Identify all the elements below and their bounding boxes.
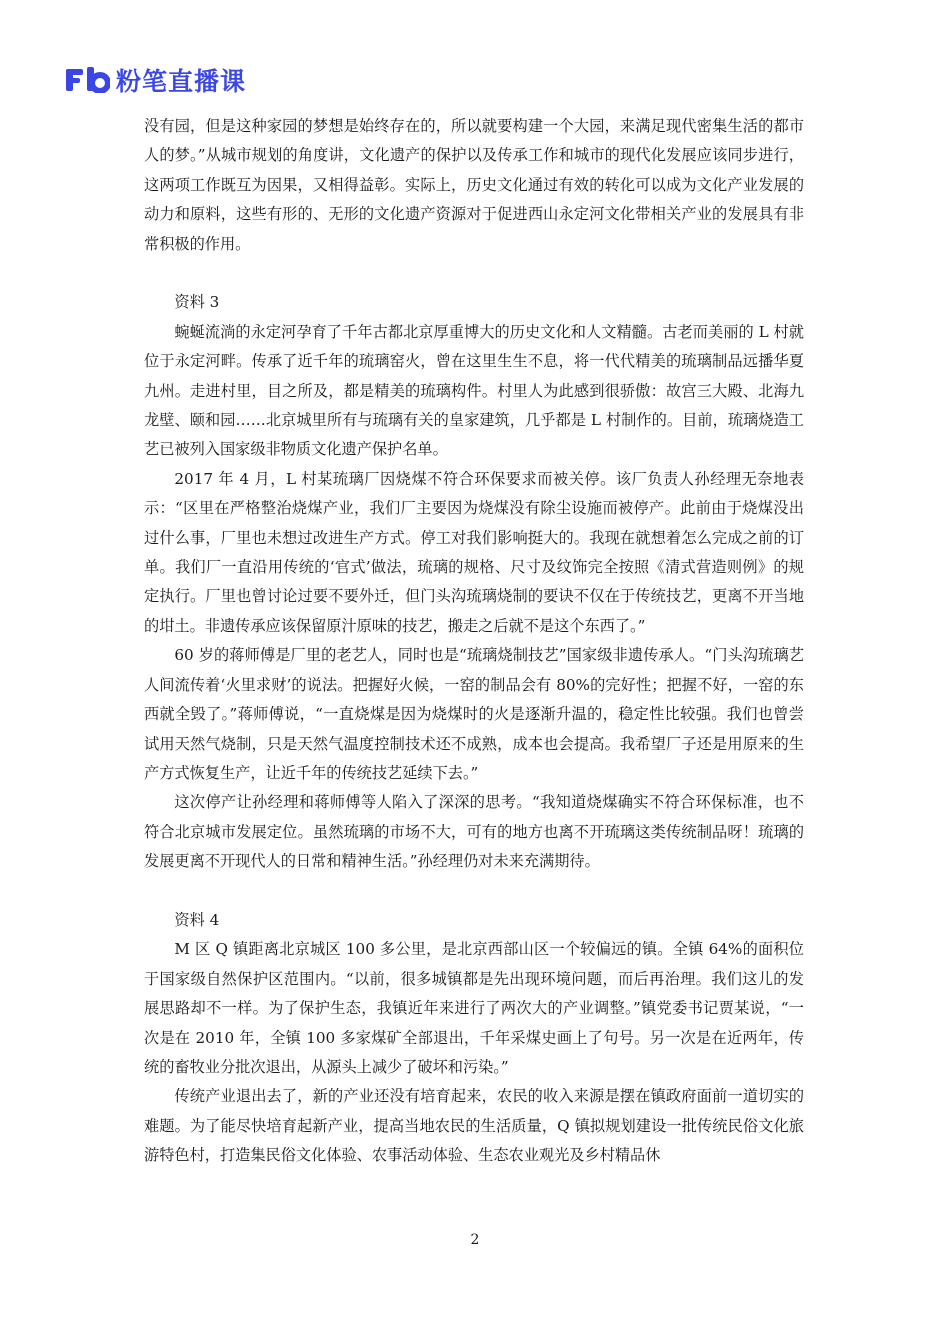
paragraph: M 区 Q 镇距离北京城区 100 多公里，是北京西部山区一个较偏远的镇。全镇 64%的面积位于国家级自然保护区范围内。“以前，很多城镇都是先出现环境问题，而后再治理。我们这儿的发展思路却不一样。为了保护生态，我镇近年来进行了两次大的产业调整。”镇党委书记贾某说，“一次是在 2010 年，全镇 100 多家煤矿全部退出，千年采煤史画上了句号。另一次是在近两年，传统的畜牧业分批次退出，从源头上减少了破坏和污染。”	[144, 940, 804, 1076]
paragraph: 蜿蜒流淌的永定河孕育了千年古都北京厚重博大的历史文化和人文精髓。古老而美丽的 L 村就位于永定河畔。传承了近千年的琉璃窑火，曾在这里生生不息，将一代代精美的琉璃制品远播华夏九州。走进村里，目之所及，都是精美的琉璃构件。村里人为此感到很骄傲：故宫三大殿、北海九龙壁、颐和园……北京城里所有与琉璃有关的皇家建筑，几乎都是 L 村制作的。目前，琉璃烧造工艺已被列入国家级非物质文化遗产保护名单。	[144, 322, 804, 459]
section-heading: 资料 4	[174, 910, 220, 929]
paragraph: 传统产业退出去了，新的产业还没有培育起来，农民的收入来源是摆在镇政府面前一道切实的难题。为了能尽快培育起新产业，提高当地农民的生活质量，Q 镇拟规划建设一批传统民俗文化旅游特色村，打造集民俗文化体验、农事活动体验、生态农业观光及乡村精品休	[144, 1087, 804, 1165]
document-body	[144, 112, 804, 1171]
brand-name: 粉笔直播课	[116, 67, 247, 96]
section-heading: 资料 3	[174, 293, 220, 312]
header	[66, 60, 246, 100]
page-number: 2	[470, 1232, 480, 1248]
paragraph: 没有园，但是这种家园的梦想是始终存在的，所以就要构建一个大园，来满足现代密集生活的都市人的梦。”从城市规划的角度讲，文化遗产的保护以及传承工作和城市的现代化发展应该同步进行，这两项工作既互为因果，又相得益彰。实际上，历史文化通过有效的转化可以成为文化产业发展的动力和原料，这些有形的、无形的文化遗产资源对于促进西山永定河文化带相关产业的发展具有非常积极的作用。	[144, 117, 804, 253]
paragraph: 60 岁的蒋师傅是厂里的老艺人，同时也是“琉璃烧制技艺”国家级非遗传承人。“门头沟琉璃艺人间流传着‘火里求财’的说法。把握好火候，一窑的制品会有 80%的完好性；把握不好，一窑的东西就全毁了。”蒋师傅说，“一直烧煤是因为烧煤时的火是逐渐升温的，稳定性比较强。我们也曾尝试用天然气烧制，只是天然气温度控制技术还不成熟，成本也会提高。我希望厂子还是用原来的生产方式恢复生产，让近千年的传统技艺延续下去。”	[144, 646, 804, 782]
paragraph: 这次停产让孙经理和蒋师傅等人陷入了深深的思考。“我知道烧煤确实不符合环保标准，也不符合北京城市发展定位。虽然琉璃的市场不大，可有的地方也离不开琉璃这类传统制品呀！琉璃的发展更离不开现代人的日常和精神生活。”孙经理仍对未来充满期待。	[144, 793, 804, 871]
fenbi-logo-icon	[66, 67, 110, 93]
paragraph: 2017 年 4 月，L 村某琉璃厂因烧煤不符合环保要求而被关停。该厂负责人孙经理无奈地表示：“区里在严格整治烧煤产业，我们厂主要因为烧煤没有除尘设施而被停产。此前由于烧煤没出过什么事，厂里也未想过改进生产方式。停工对我们影响挺大的。我现在就想着怎么完成之前的订单。我们厂一直沿用传统的‘官式’做法，琉璃的规格、尺寸及纹饰完全按照《清式营造则例》的规定执行。厂里也曾讨论过要不要外迁，但门头沟琉璃烧制的要诀不仅在于传统技艺，更离不开当地的坩土。非遗传承应该保留原汁原味的技艺，搬走之后就不是这个东西了。”	[144, 469, 804, 635]
